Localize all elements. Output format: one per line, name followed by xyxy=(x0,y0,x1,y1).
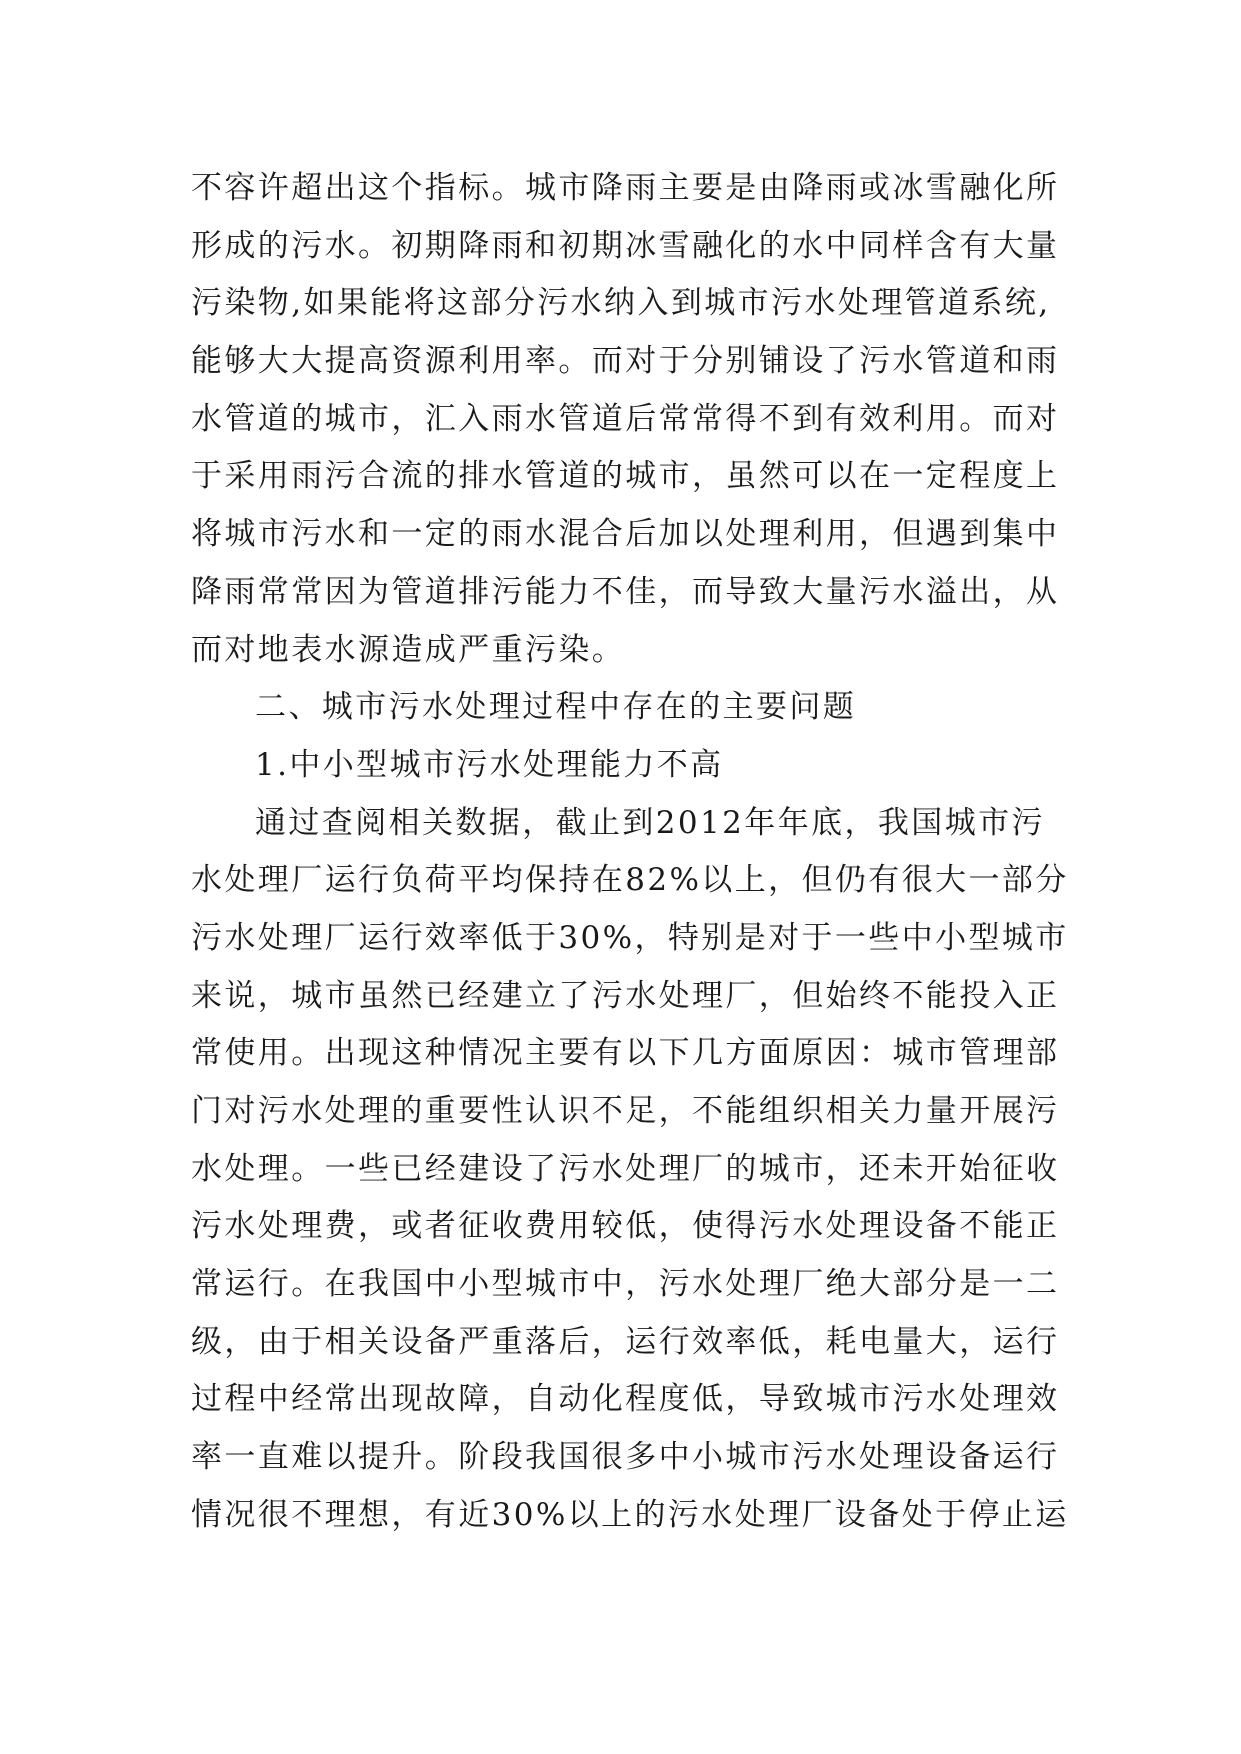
text-line: 水处理厂运行负荷平均保持在82%以上，但仍有很大一部分 xyxy=(191,862,1069,899)
text-line: 将城市污水和一定的雨水混合后加以处理利用，但遇到集中 xyxy=(191,516,1060,553)
text-line: 污染物,如果能将这部分污水纳入到城市污水处理管道系统, xyxy=(191,285,1051,322)
text-line: 来说，城市虽然已经建立了污水处理厂，但始终不能投入正 xyxy=(191,977,1060,1014)
text-line: 污水处理厂运行效率低于30%，特别是对于一些中小型城市 xyxy=(191,919,1069,956)
text-line: 级，由于相关设备严重落后，运行效率低，耗电量大，运行 xyxy=(191,1323,1060,1360)
paragraph-first-line: 通过查阅相关数据，截止到2012年年底，我国城市污 xyxy=(255,804,1045,841)
text-line: 水处理。一些已经建设了污水处理厂的城市，还未开始征收 xyxy=(191,1150,1060,1187)
text-line: 情况很不理想，有近30%以上的污水处理厂设备处于停止运 xyxy=(191,1496,1069,1533)
section-heading: 二、城市污水处理过程中存在的主要问题 xyxy=(255,689,857,726)
text-line: 常运行。在我国中小型城市中，污水处理厂绝大部分是一二 xyxy=(191,1266,1060,1303)
text-line: 门对污水处理的重要性认识不足，不能组织相关力量开展污 xyxy=(191,1093,1060,1129)
text-line: 能够大大提高资源利用率。而对于分别铺设了污水管道和雨 xyxy=(191,343,1060,380)
text-line: 于采用雨污合流的排水管道的城市，虽然可以在一定程度上 xyxy=(191,458,1060,495)
text-line: 而对地表水源造成严重污染。 xyxy=(191,631,626,668)
text-line: 水管道的城市，汇入雨水管道后常常得不到有效利用。而对 xyxy=(191,400,1060,437)
text-line: 降雨常常因为管道排污能力不佳，而导致大量污水溢出，从 xyxy=(191,573,1060,610)
body-text xyxy=(191,160,1071,1545)
text-line: 率一直难以提升。阶段我国很多中小城市污水处理设备运行 xyxy=(191,1439,1060,1476)
text-line: 常使用。出现这种情况主要有以下几方面原因：城市管理部 xyxy=(191,1035,1060,1072)
text-line: 过程中经常出现故障，自动化程度低，导致城市污水处理效 xyxy=(191,1381,1060,1418)
text-line: 污水处理费，或者征收费用较低，使得污水处理设备不能正 xyxy=(191,1208,1060,1245)
subsection-heading: 1.中小型城市污水处理能力不高 xyxy=(255,746,724,783)
text-line: 不容许超出这个指标。城市降雨主要是由降雨或冰雪融化所 xyxy=(191,170,1060,206)
text-line: 形成的污水。初期降雨和初期冰雪融化的水中同样含有大量 xyxy=(191,227,1060,264)
